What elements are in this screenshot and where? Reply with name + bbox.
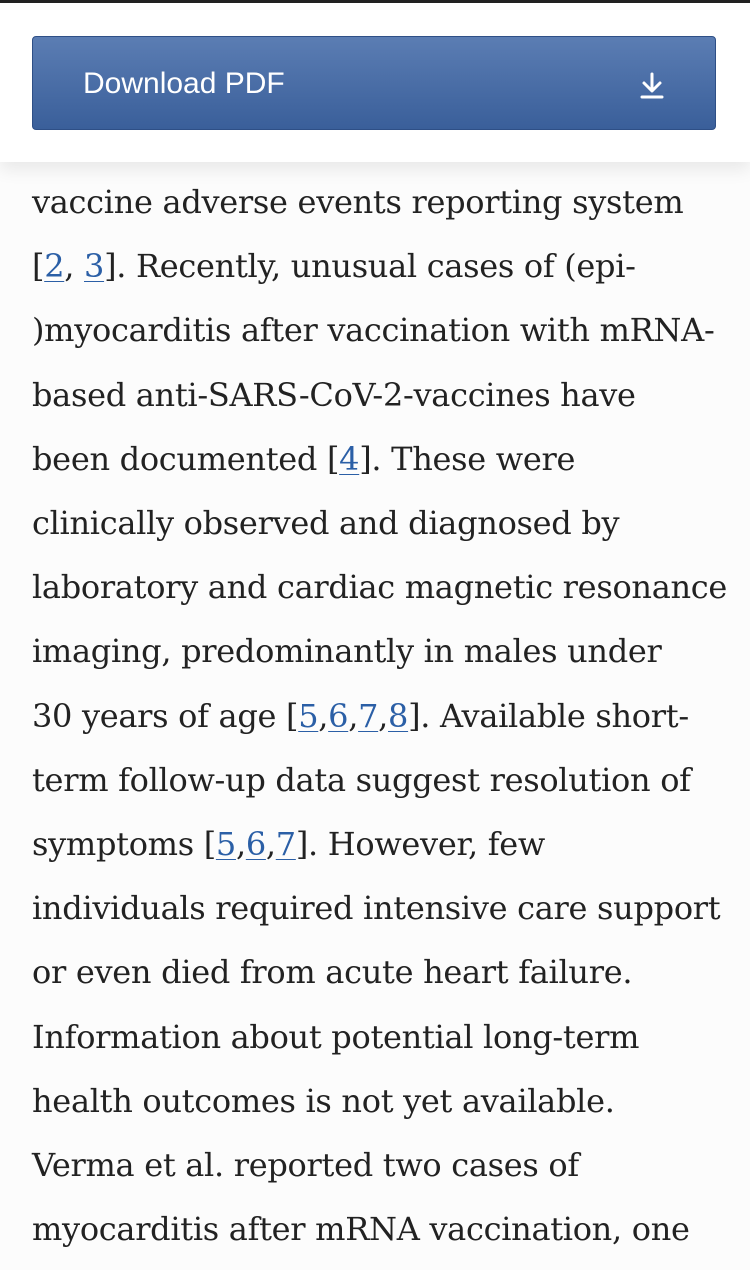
article-line: Information about potential long-term [32, 1017, 640, 1056]
article-line: laboratory and cardiac magnetic resonance [32, 568, 728, 607]
citation-link-7[interactable]: 7 [275, 825, 296, 864]
citation-link-6[interactable]: 6 [245, 825, 266, 864]
citation-link-4[interactable]: 4 [339, 439, 360, 478]
article-body [32, 170, 728, 1261]
article-line: Verma et al. reported two cases of [32, 1146, 579, 1185]
article-line: individuals required intensive care support [32, 889, 721, 928]
article-line: been documented [4]. These were [32, 439, 576, 478]
citation-link-2[interactable]: 2 [44, 247, 65, 286]
article-line: or even died from acute heart failure. [32, 953, 633, 992]
article-line: )myocarditis after vaccination with mRNA- [32, 311, 715, 350]
article-line: imaging, predominantly in males under [32, 632, 662, 671]
article-line: myocarditis after mRNA vaccination, one [32, 1210, 690, 1249]
article-line: based anti-SARS-CoV-2-vaccines have [32, 375, 636, 414]
article-line: symptoms [5,6,7]. However, few [32, 825, 545, 864]
citation-link-5[interactable]: 5 [298, 696, 319, 735]
citation-link-8[interactable]: 8 [388, 696, 409, 735]
pdf-toolbar [0, 3, 750, 162]
citation-link-5[interactable]: 5 [215, 825, 236, 864]
download-arrow-icon [639, 70, 665, 100]
download-pdf-label: Download PDF [83, 67, 285, 100]
article-line: [2, 3]. Recently, unusual cases of (epi- [32, 247, 636, 286]
citation-link-3[interactable]: 3 [84, 247, 105, 286]
article-line: term follow-up data suggest resolution of [32, 760, 691, 799]
download-pdf-button[interactable] [32, 36, 716, 130]
citation-link-7[interactable]: 7 [358, 696, 379, 735]
article-line: 30 years of age [5,6,7,8]. Available short- [32, 696, 689, 735]
citation-link-6[interactable]: 6 [328, 696, 349, 735]
article-line: vaccine adverse events reporting system [32, 183, 684, 221]
article-line: clinically observed and diagnosed by [32, 504, 620, 543]
article-line: health outcomes is not yet available. [32, 1081, 615, 1120]
